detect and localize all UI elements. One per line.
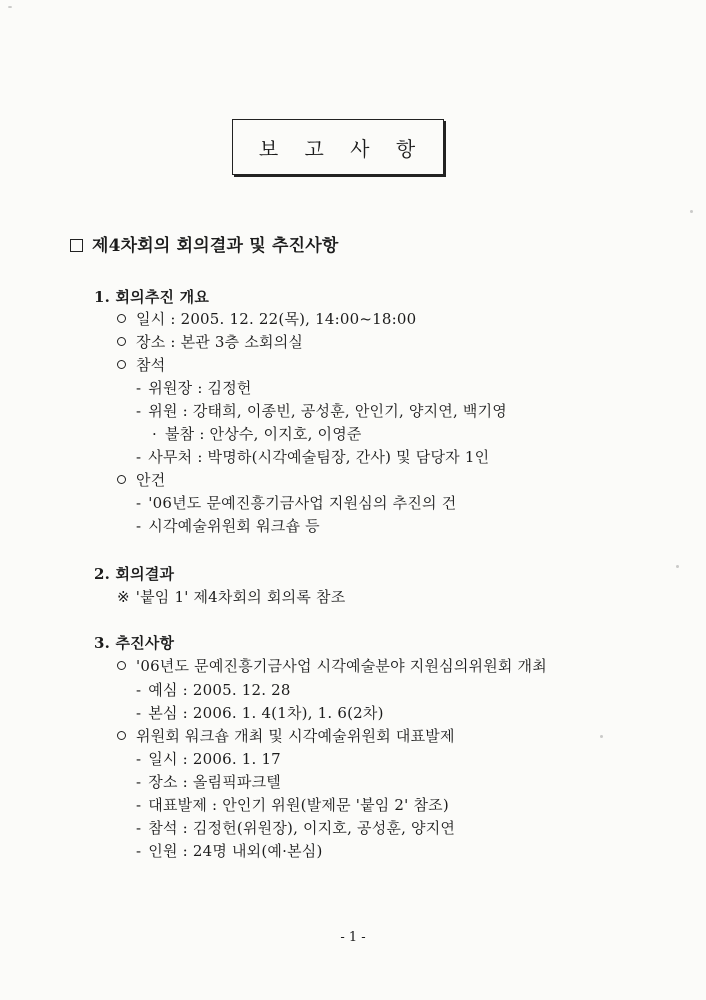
list-subitem [136,818,455,838]
dash-bullet: - [136,494,142,512]
dash-bullet: - [136,517,142,535]
page-number: - 1 - [340,930,366,945]
list-item [117,726,455,746]
item-text: 본심 : 2006. 1. 4(1차), 1. 6(2차) [148,704,384,722]
list-item [117,587,345,607]
checkbox-icon [70,239,83,252]
list-item [117,332,303,352]
list-item [117,470,165,490]
circle-bullet-icon [117,337,126,346]
item-text: 인원 : 24명 내외(예·본심) [148,842,323,860]
dash-bullet: - [136,681,142,699]
item-text: 시각예술위원회 워크숍 등 [148,517,320,535]
dash-bullet: - [136,819,142,837]
list-subitem [152,424,362,444]
item-text: 위원회 워크숍 개최 및 시각예술위원회 대표발제 [136,727,455,745]
section-heading: 2. 회의결과 [94,565,175,583]
dash-bullet: - [136,773,142,791]
dash-bullet: - [136,704,142,722]
list-subitem [136,516,320,536]
scan-speck [690,210,693,213]
main-heading-text: 제4차회의 회의결과 및 추진사항 [92,236,339,256]
dash-bullet: - [136,379,142,397]
item-text: 장소 : 올림픽파크텔 [148,773,281,791]
list-subitem [136,841,323,861]
item-text: 위원 : 강태희, 이종빈, 공성훈, 안인기, 양지연, 백기영 [148,402,507,420]
item-text: 장소 : 본관 3층 소회의실 [136,333,304,351]
circle-bullet-icon [117,360,126,369]
item-text: 예심 : 2005. 12. 28 [148,681,291,699]
scan-speck [600,735,603,738]
dash-bullet: - [136,842,142,860]
list-subitem [136,749,281,769]
circle-bullet-icon [117,475,126,484]
dash-bullet: - [136,448,142,466]
circle-bullet-icon [117,314,126,323]
item-text: 불참 : 안상수, 이지호, 이영준 [164,425,362,443]
list-item [117,309,416,329]
dot-bullet: · [152,425,157,443]
dash-bullet: - [136,402,142,420]
list-subitem [136,680,291,700]
list-subitem [136,703,384,723]
scan-speck [676,565,679,568]
item-text: 위원장 : 김정헌 [148,379,252,397]
page-title: 보 고 사 항 [232,119,444,175]
item-text: '06년도 문예진흥기금사업 시각예술분야 지원심의위원회 개최 [136,657,547,675]
list-subitem [136,378,252,398]
circle-bullet-icon [117,731,126,740]
item-text: 안건 [136,471,166,489]
item-text: 참석 : 김정헌(위원장), 이지호, 공성훈, 양지연 [148,819,456,837]
dash-bullet: - [136,796,142,814]
section-heading: 3. 추진사항 [94,634,175,652]
section-heading: 1. 회의추진 개요 [94,288,210,306]
item-text: '06년도 문예진흥기금사업 지원심의 추진의 건 [148,494,457,512]
dash-bullet: - [136,750,142,768]
list-subitem [136,772,281,792]
list-item [117,355,165,375]
list-subitem [136,493,456,513]
circle-bullet-icon [117,661,126,670]
note-mark: ※ [117,588,130,606]
main-heading [70,235,338,257]
item-text: 일시 : 2006. 1. 17 [148,750,281,768]
item-text: 참석 [136,356,166,374]
item-text: '붙임 1' 제4차회의 회의록 참조 [135,588,346,606]
item-text: 사무처 : 박명하(시각예술팀장, 간사) 및 담당자 1인 [148,448,490,466]
item-text: 일시 : 2005. 12. 22(목), 14:00~18:00 [136,310,417,328]
scan-speck [8,6,12,8]
list-item [117,656,547,676]
list-subitem [136,401,507,421]
list-subitem [136,795,449,815]
item-text: 대표발제 : 안인기 위원(발제문 '붙임 2' 참조) [148,796,449,814]
list-subitem [136,447,489,467]
